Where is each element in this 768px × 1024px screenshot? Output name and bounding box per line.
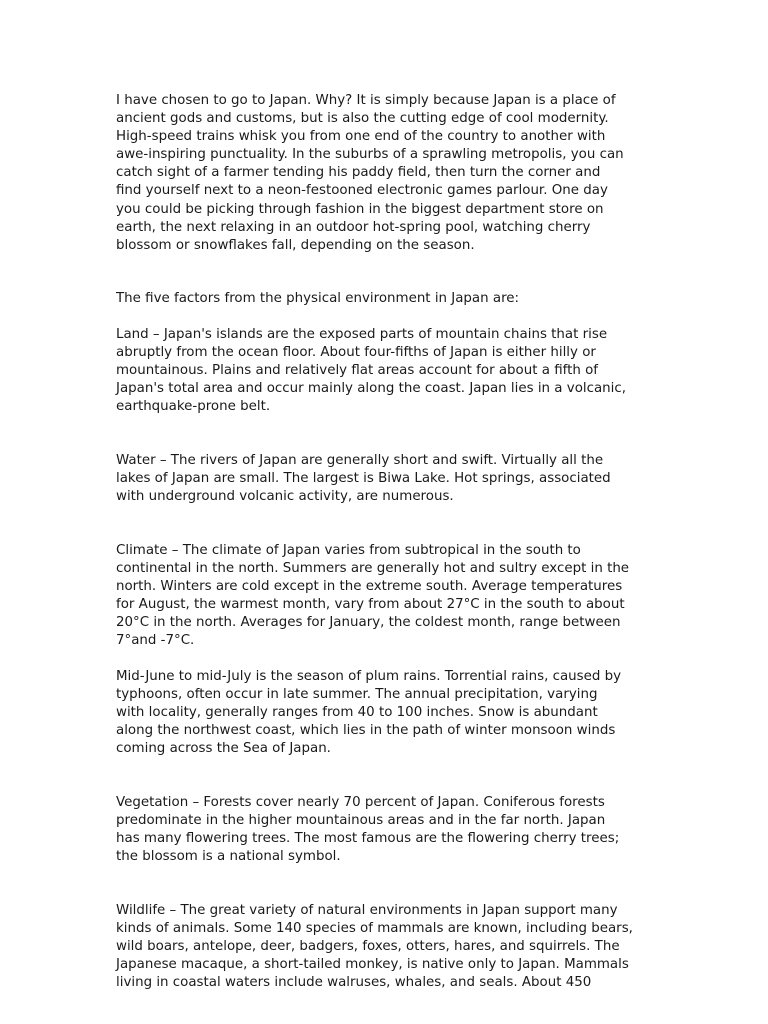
wildlife-paragraph: Wildlife – The great variety of natural environments in Japan support many kinds of animals. Some 140 species of mammals are known, including bears, wild boars, antelope, deer, badgers, foxes, otters, hares, and squirrels. The Japanese macaque, a short-tailed monkey, is native only to Japan. Mammals living in coastal waters include walruses, whales, and seals. About 450 [116, 903, 633, 991]
water-paragraph: Water – The rivers of Japan are generally short and swift. Virtually all the lakes of Japan are small. The largest is Biwa Lake. Hot springs, associated with underground volcanic activity, are numerous. [116, 453, 611, 505]
climate-paragraph: Climate – The climate of Japan varies from subtropical in the south to continental in the north. Summers are generally hot and sultry except in the north. Winters are cold except in the extreme south. Average temperatures for August, the warmest month, vary from about 27°C in the south to about 20°C in the north. Averages for January, the coldest month, range between 7°and -7°C. [116, 543, 630, 649]
rains-paragraph: Mid-June to mid-July is the season of plum rains. Torrential rains, caused by typhoons, often occur in late summer. The annual precipitation, varying with locality, generally ranges from 40 to 100 inches. Snow is abundant along the northwest coast, which lies in the path of winter monsoon winds coming across the Sea of Japan. [116, 669, 622, 757]
vegetation-paragraph: Vegetation – Forests cover nearly 70 percent of Japan. Coniferous forests predominate in the higher mountainous areas and in the far north. Japan has many flowering trees. The most famous are the flowering cherry trees; the blossom is a national symbol. [116, 795, 620, 865]
land-paragraph: Land – Japan's islands are the exposed parts of mountain chains that rise abruptly from the ocean floor. About four-fifths of Japan is either hilly or mountainous. Plains and relatively flat areas account for about a fifth of Japan's total area and occur mainly along the coast. Japan lies in a volcanic, earthquake-prone belt. [116, 327, 626, 415]
intro-paragraph: I have chosen to go to Japan. Why? It is simply because Japan is a place of ancient gods and customs, but is also the cutting edge of cool modernity. High-speed trains whisk you from one end of the country to another with awe-inspiring punctuality. In the suburbs of a sprawling metropolis, you can catch sight of a farmer tending his paddy field, then turn the corner and find yourself next to a neon-festooned electronic games parlour. One day you could be picking through fashion in the biggest department store on earth, the next relaxing in an outdoor hot-spring pool, watching cherry blossom or snowflakes fall, depending on the season. [116, 93, 624, 253]
factors-heading: The five factors from the physical environment in Japan are: [116, 291, 520, 306]
